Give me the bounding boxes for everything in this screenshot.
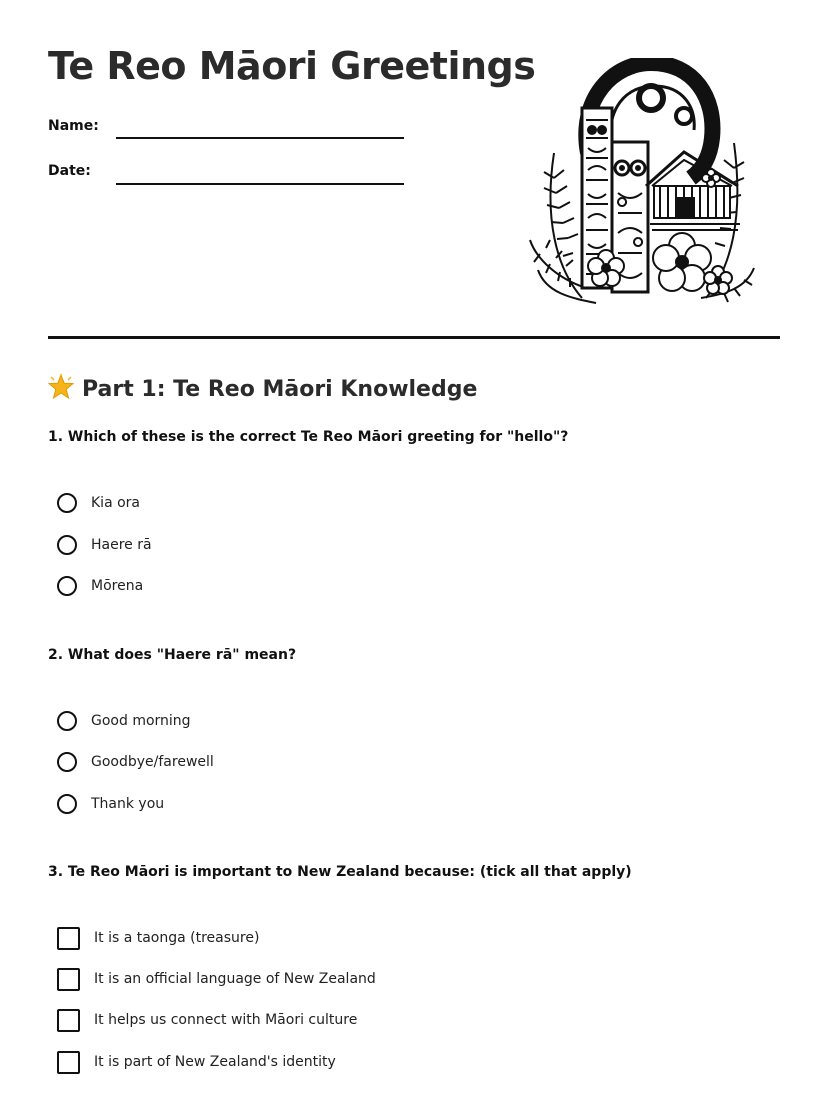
- radio-button[interactable]: [57, 535, 77, 555]
- option-label: Goodbye/farewell: [91, 754, 214, 770]
- option-label: Thank you: [91, 796, 165, 812]
- q1-option-morena[interactable]: [57, 574, 143, 598]
- q3-option-official-language[interactable]: [57, 967, 376, 991]
- part1-heading: [48, 374, 477, 402]
- question-1-prompt: 1. Which of these is the correct Te Reo Māori greeting for "hello"?: [48, 429, 569, 445]
- question-3-prompt: 3. Te Reo Māori is important to New Zealand because: (tick all that apply): [48, 864, 632, 880]
- checkbox[interactable]: [57, 1009, 80, 1032]
- q3-option-maori-culture[interactable]: [57, 1008, 357, 1032]
- q2-option-goodbye[interactable]: [57, 750, 214, 774]
- q1-option-haere-ra[interactable]: [57, 533, 152, 557]
- radio-button[interactable]: [57, 752, 77, 772]
- radio-button[interactable]: [57, 576, 77, 596]
- q2-option-good-morning[interactable]: [57, 709, 191, 733]
- checkbox[interactable]: [57, 927, 80, 950]
- option-label: It is an official language of New Zealand: [94, 971, 376, 987]
- name-input[interactable]: [116, 114, 408, 138]
- q2-option-thank-you[interactable]: [57, 792, 164, 816]
- radio-button[interactable]: [57, 493, 77, 513]
- option-label: It is a taonga (treasure): [94, 930, 260, 946]
- q3-option-taonga[interactable]: [57, 926, 259, 950]
- header-divider: [48, 336, 780, 339]
- part1-title: Part 1: Te Reo Māori Knowledge: [82, 377, 478, 402]
- option-label: Haere rā: [91, 537, 152, 553]
- question-2-prompt: 2. What does "Haere rā" mean?: [48, 647, 297, 663]
- radio-button[interactable]: [57, 794, 77, 814]
- star-icon: [48, 374, 74, 400]
- q3-option-identity[interactable]: [57, 1050, 336, 1074]
- date-input[interactable]: [116, 159, 408, 183]
- radio-button[interactable]: [57, 711, 77, 731]
- option-label: Mōrena: [91, 578, 144, 594]
- date-line: [116, 183, 404, 185]
- option-label: Kia ora: [91, 495, 140, 511]
- checkbox[interactable]: [57, 968, 80, 991]
- worksheet-title: Te Reo Māori Greetings: [48, 44, 536, 88]
- name-label: Name:: [48, 118, 99, 134]
- checkbox[interactable]: [57, 1051, 80, 1074]
- q1-option-kia-ora[interactable]: [57, 491, 140, 515]
- option-label: It is part of New Zealand's identity: [94, 1054, 336, 1070]
- option-label: It helps us connect with Māori culture: [94, 1012, 358, 1028]
- option-label: Good morning: [91, 713, 191, 729]
- maori-illustration-icon: [526, 58, 756, 312]
- date-label: Date:: [48, 163, 91, 179]
